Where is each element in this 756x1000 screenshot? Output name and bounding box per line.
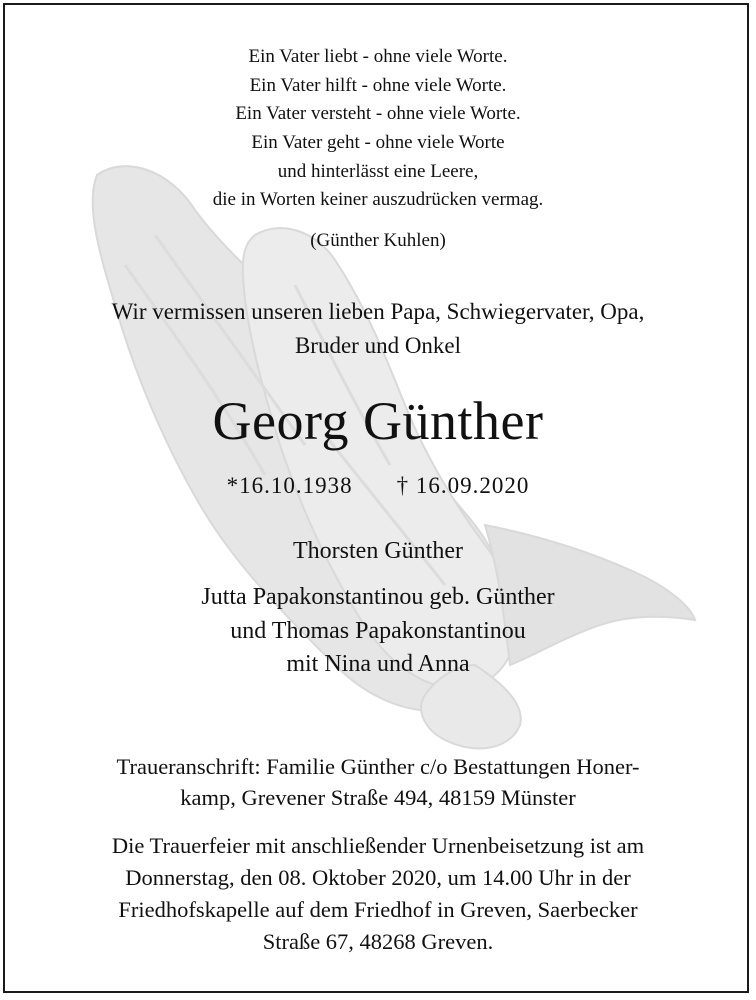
service-line: Donnerstag, den 08. Oktober 2020, um 14.00 Uhr in der [125,865,631,890]
service-line: Friedhofskapelle auf dem Friedhof in Greven, Saerbecker [118,897,638,922]
obituary-content [5,5,749,993]
poem-line: die in Worten keiner auszudrücken vermag. [212,189,544,210]
poem-line: und hinterlässt eine Leere, [277,161,479,182]
birth-date: *16.10.1938 [226,473,353,498]
mourner-line: Jutta Papakonstantinou geb. Günther [201,584,555,610]
obituary-frame [3,3,749,993]
mourner-line: und Thomas Papakonstantinou [230,618,526,644]
service-line: Die Trauerfeier mit anschließender Urnenbeisetzung ist am [111,833,645,858]
poem-author: (Günther Kuhlen) [310,230,446,251]
poem-line: Ein Vater hilft - ohne viele Worte. [249,75,507,96]
address-line: Traueranschrift: Familie Günther c/o Bestattungen Honer- [116,754,640,779]
deceased-name: Georg Günther [212,391,544,451]
service-line: Straße 67, 48268 Greven. [262,929,494,954]
address-line: kamp, Grevener Straße 494, 48159 Münster [180,785,576,810]
mourner-line: Thorsten Günther [293,538,463,564]
poem-line: Ein Vater liebt - ohne viele Worte. [248,46,508,67]
poem-line: Ein Vater versteht - ohne viele Worte. [235,103,521,124]
intro-line: Wir vermissen unseren lieben Papa, Schwiegervater, Opa, [111,299,645,324]
death-date: † 16.09.2020 [396,473,530,498]
life-dates [5,473,749,499]
mourner-line: mit Nina und Anna [286,651,470,677]
poem-line: Ein Vater geht - ohne viele Worte [251,132,505,153]
intro-line: Bruder und Onkel [294,333,462,358]
